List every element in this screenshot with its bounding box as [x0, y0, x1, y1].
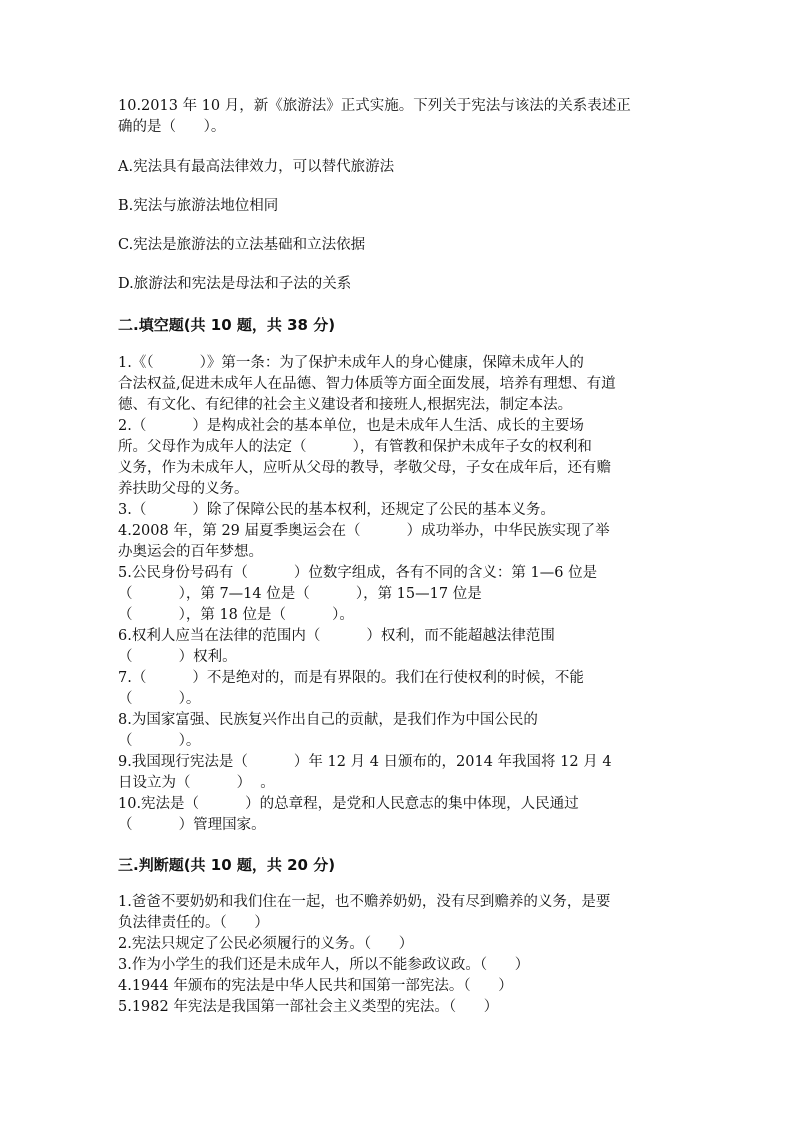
fill-line: （ ），第 18 位是（ ）。	[118, 607, 354, 623]
fill-line: 7.（ ）不是绝对的，而是有界限的。我们在行使权利的时候，不能	[118, 670, 584, 686]
judge-line: 3.作为小学生的我们还是未成年人，所以不能参政议政。（ ）	[118, 957, 530, 973]
fill-line: 养扶助父母的义务。	[118, 481, 249, 497]
judge-line: 5.1982 年宪法是我国第一部社会主义类型的宪法。（ ）	[118, 999, 499, 1015]
fill-line: 办奥运会的百年梦想。	[118, 544, 263, 560]
section-title-fill-blanks: 二.填空题(共 10 题，共 38 分)	[118, 316, 336, 334]
fill-line: 4.2008 年，第 29 届夏季奥运会在（ ）成功举办，中华民族实现了举	[118, 523, 610, 539]
option-c: C.宪法是旅游法的立法基础和立法依据	[118, 237, 366, 253]
section-title-true-false: 三.判断题(共 10 题，共 20 分)	[118, 856, 336, 874]
option-d: D.旅游法和宪法是母法和子法的关系	[118, 276, 352, 292]
fill-line: 义务，作为未成年人，应听从父母的教导，孝敬父母，子女在成年后，还有赡	[118, 460, 611, 476]
fill-line: （ ）。	[118, 733, 201, 749]
fill-line: 6.权利人应当在法律的范围内（ ）权利，而不能超越法律范围	[118, 628, 555, 644]
fill-line: （ ）管理国家。	[118, 817, 266, 833]
fill-line: 1.《（ ）》第一条：为了保护未成年人的身心健康，保障未成年人的	[118, 355, 584, 371]
fill-line: 5.公民身份号码有（ ）位数字组成，各有不同的含义：第 1—6 位是	[118, 565, 598, 581]
fill-line: 3.（ ）除了保障公民的基本权利，还规定了公民的基本义务。	[118, 502, 555, 518]
fill-line: 德、有文化、有纪律的社会主义建设者和接班人,根据宪法，制定本法。	[118, 397, 573, 413]
fill-line: 10.宪法是（ ）的总章程，是党和人民意志的集中体现，人民通过	[118, 796, 579, 812]
judge-line: 1.爸爸不要奶奶和我们住在一起，也不赡养奶奶，没有尽到赡养的义务，是要	[118, 894, 611, 910]
fill-line: （ ）。	[118, 691, 201, 707]
fill-line: 所。父母作为成年人的法定（ ），有管教和保护未成年子女的权利和	[118, 439, 592, 455]
fill-line: 合法权益,促进未成年人在品德、智力体质等方面全面发展，培养有理想、有道	[118, 376, 616, 392]
option-b: B.宪法与旅游法地位相同	[118, 198, 279, 214]
fill-line: 8.为国家富强、民族复兴作出自己的贡献，是我们作为中国公民的	[118, 712, 538, 728]
judge-line: 负法律责任的。（ ）	[118, 915, 269, 931]
fill-line: 日设立为（ ） 。	[118, 775, 275, 791]
question-10-line-2: 确的是（ ）。	[118, 119, 226, 135]
fill-line: （ ），第 7—14 位是（ ），第 15—17 位是	[118, 586, 482, 602]
judge-line: 2.宪法只规定了公民必须履行的义务。（ ）	[118, 936, 414, 952]
option-a: A.宪法具有最高法律效力，可以替代旅游法	[118, 159, 395, 175]
judge-line: 4.1944 年颁布的宪法是中华人民共和国第一部宪法。（ ）	[118, 978, 513, 994]
fill-line: （ ）权利。	[118, 649, 237, 665]
fill-line: 9.我国现行宪法是（ ）年 12 月 4 日颁布的，2014 年我国将 12 月 4	[118, 754, 612, 770]
fill-line: 2.（ ）是构成社会的基本单位，也是未成年人生活、成长的主要场	[118, 418, 584, 434]
question-10-line-1: 10.2013 年 10 月，新《旅游法》正式实施。下列关于宪法与该法的关系表述正	[118, 98, 631, 114]
